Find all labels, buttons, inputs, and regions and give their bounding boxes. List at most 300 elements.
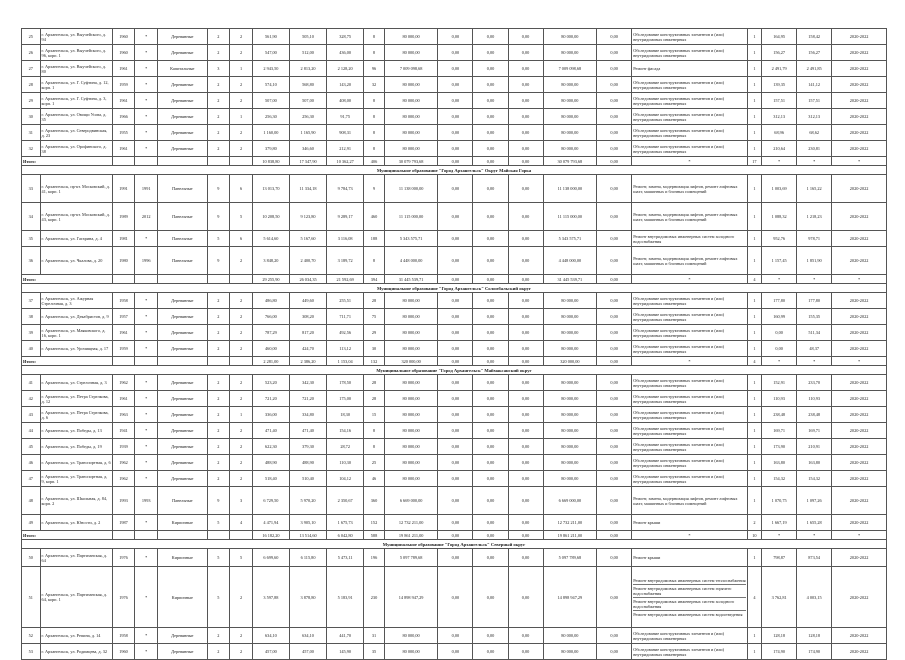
cell-a2: 3 878,80: [289, 567, 326, 628]
total-cell-a1: 16 182,20: [252, 531, 289, 540]
cell-u1: 152,91: [762, 375, 797, 391]
total-row: [22, 531, 887, 540]
cell-t: 1: [747, 29, 761, 45]
cell-ppl: 8: [364, 439, 385, 455]
cell-t: 1: [747, 549, 761, 567]
table-row: [22, 628, 887, 644]
cell-term: 2020-2022: [832, 293, 887, 309]
cell-addr: г. Архангельск, ул. Партизанская, д. 64, корп. 1: [40, 567, 112, 628]
cell-p: 2: [230, 423, 253, 439]
cell-term: 2020-2022: [832, 375, 887, 391]
table-row: [22, 487, 887, 515]
cell-f: 2: [207, 109, 230, 125]
cell-c6: 0,00: [597, 391, 632, 407]
cell-y2: 1996: [135, 247, 158, 275]
cell-c1: 80 000,00: [384, 628, 438, 644]
cell-p: 2: [230, 309, 253, 325]
cell-a1: 3 597,88: [252, 567, 289, 628]
cell-c2: 0,00: [438, 644, 473, 660]
total-cell-c5: 19 861 211,00: [543, 531, 597, 540]
cell-c1: 80 000,00: [384, 423, 438, 439]
total-cell-term: *: [832, 157, 887, 166]
cell-y2: *: [135, 77, 158, 93]
cell-mat: Кирпичные: [158, 567, 207, 628]
total-cell-a1: 2 281,00: [252, 357, 289, 366]
cell-c5: 80 000,00: [543, 325, 597, 341]
total-cell-work: *: [632, 157, 747, 166]
cell-c2: 0,00: [438, 487, 473, 515]
cell-u2: 141,12: [797, 77, 832, 93]
cell-ppl: 8: [364, 141, 385, 157]
cell-f: 2: [207, 309, 230, 325]
cell-c1: 11 138 000,00: [384, 175, 438, 203]
total-row: [22, 357, 887, 366]
cell-t: 4: [747, 567, 761, 628]
table-row: [22, 375, 887, 391]
cell-c2: 0,00: [438, 247, 473, 275]
cell-work: Обследование конструктивных элементов и (или) внутридомовых инженерных: [632, 45, 747, 61]
cell-term: 2020-2022: [832, 93, 887, 109]
cell-a3: 3 116,08: [327, 231, 364, 247]
cell-c1: 80 000,00: [384, 77, 438, 93]
cell-c3: 0,00: [473, 375, 508, 391]
cell-y2: *: [135, 391, 158, 407]
cell-n: 40: [22, 341, 41, 357]
cell-y: 1961: [112, 141, 135, 157]
cell-c6: 0,00: [597, 61, 632, 77]
cell-mat: Деревянные: [158, 325, 207, 341]
cell-addr: г. Архангельск, ул. Репина, д. 14: [40, 628, 112, 644]
cell-c3: 0,00: [473, 309, 508, 325]
cell-y2: *: [135, 293, 158, 309]
cell-u1: 2 491,79: [762, 61, 797, 77]
cell-work: Обследование конструктивных элементов и (или) внутридомовых инженерных: [632, 325, 747, 341]
cell-y2: 1991: [135, 175, 158, 203]
table-row: [22, 231, 887, 247]
total-empty-cell: [135, 357, 158, 366]
cell-a1: 766,00: [252, 309, 289, 325]
cell-t: 1: [747, 309, 761, 325]
section-header-row: [22, 366, 887, 375]
section-header-row: [22, 284, 887, 293]
cell-c4: 0,00: [508, 293, 543, 309]
cell-y2: *: [135, 341, 158, 357]
cell-c3: 0,00: [473, 231, 508, 247]
cell-u2: 312,13: [797, 109, 832, 125]
cell-c3: 0,00: [473, 141, 508, 157]
cell-y2: *: [135, 309, 158, 325]
cell-work: Обследование конструктивных элементов и (или) внутридомовых инженерных: [632, 471, 747, 487]
cell-c6: 0,00: [597, 309, 632, 325]
cell-u2: 238,48: [797, 407, 832, 423]
cell-addr: г. Архангельск, ул. Выучейского, д. 96, корп. 1: [40, 45, 112, 61]
cell-u2: 157,51: [797, 93, 832, 109]
total-cell-term: *: [832, 357, 887, 366]
cell-c4: 0,00: [508, 644, 543, 660]
cell-f: 9: [207, 247, 230, 275]
cell-addr: г. Архангельск, ул. Школьная, д. 84, корп. 2: [40, 487, 112, 515]
total-empty-cell: [158, 275, 207, 284]
cell-y: 1962: [112, 471, 135, 487]
cell-a1: 5 614,60: [252, 231, 289, 247]
total-cell-ppl: 132: [364, 357, 385, 366]
cell-n: 46: [22, 455, 41, 471]
total-cell-c3: 0,00: [473, 157, 508, 166]
cell-c3: 0,00: [473, 61, 508, 77]
total-cell-ppl: 406: [364, 157, 385, 166]
cell-a1: 486,80: [252, 293, 289, 309]
cell-a3: 492,56: [327, 325, 364, 341]
cell-a2: 308,20: [289, 309, 326, 325]
cell-a3: 18,30: [327, 407, 364, 423]
cell-n: 50: [22, 549, 41, 567]
total-empty-cell: [230, 275, 253, 284]
cell-t: 1: [747, 439, 761, 455]
cell-c5: 80 000,00: [543, 293, 597, 309]
cell-work: Обследование конструктивных элементов и (или) внутридомовых инженерных: [632, 391, 747, 407]
table-row: [22, 29, 887, 45]
cell-p: 2: [230, 293, 253, 309]
cell-mat: Деревянные: [158, 125, 207, 141]
cell-term: 2020-2022: [832, 407, 887, 423]
cell-c5: 11 138 000,00: [543, 175, 597, 203]
cell-u1: 128,18: [762, 628, 797, 644]
cell-a3: 328,75: [327, 29, 364, 45]
cell-mat: Панельные: [158, 247, 207, 275]
total-cell-c1: 31 445 539,71: [384, 275, 438, 284]
section-header-row: [22, 166, 887, 175]
table-row: [22, 141, 887, 157]
cell-c4: 0,00: [508, 77, 543, 93]
cell-c5: 80 000,00: [543, 45, 597, 61]
cell-y: 1961: [112, 325, 135, 341]
cell-u1: 163,80: [762, 455, 797, 471]
cell-p: 4: [230, 515, 253, 531]
cell-y: 1987: [112, 515, 135, 531]
cell-term: 2020-2022: [832, 341, 887, 357]
cell-u1: 0,00: [762, 341, 797, 357]
cell-n: 35: [22, 231, 41, 247]
cell-y: 1976: [112, 549, 135, 567]
cell-ppl: 35: [364, 644, 385, 660]
cell-a1: 634,10: [252, 628, 289, 644]
total-cell-c4: 0,00: [508, 157, 543, 166]
cell-work: Обследование конструктивных элементов и (или) внутридомовых инженерных: [632, 455, 747, 471]
cell-a1: 547,00: [252, 45, 289, 61]
cell-work: [632, 567, 747, 628]
cell-a2: 512,00: [289, 45, 326, 61]
cell-a2: 1 165,90: [289, 125, 326, 141]
total-empty-cell: [112, 357, 135, 366]
cell-a2: 424,70: [289, 341, 326, 357]
cell-mat: Деревянные: [158, 45, 207, 61]
cell-c5: 7 009 098,68: [543, 61, 597, 77]
section-header-row: [22, 540, 887, 549]
cell-c4: 0,00: [508, 93, 543, 109]
section-title: Муниципальное образование "Город Архангельск" Соломбальский округ: [22, 284, 887, 293]
cell-addr: г. Архангельск, ул. Стрелочная, д. 3: [40, 375, 112, 391]
cell-mat: Деревянные: [158, 109, 207, 125]
cell-c2: 0,00: [438, 293, 473, 309]
cell-a3: 9 289,17: [327, 203, 364, 231]
cell-a3: 408,00: [327, 93, 364, 109]
cell-p: 1: [230, 109, 253, 125]
cell-p: 6: [230, 175, 253, 203]
total-cell-c2: 0,00: [438, 357, 473, 366]
cell-c4: 0,00: [508, 45, 543, 61]
cell-ppl: 32: [364, 77, 385, 93]
cell-c5: 5 343 575,71: [543, 231, 597, 247]
cell-c5: 80 000,00: [543, 141, 597, 157]
cell-y2: *: [135, 61, 158, 77]
cell-c6: 0,00: [597, 455, 632, 471]
cell-f: 2: [207, 293, 230, 309]
cell-ppl: 15: [364, 407, 385, 423]
table-row: [22, 77, 887, 93]
cell-work: Ремонт фасада: [632, 61, 747, 77]
cell-c3: 0,00: [473, 549, 508, 567]
cell-a1: 721,20: [252, 391, 289, 407]
cell-c6: 0,00: [597, 293, 632, 309]
cell-f: 9: [207, 175, 230, 203]
cell-c4: 0,00: [508, 471, 543, 487]
cell-a1: 6 699,60: [252, 549, 289, 567]
cell-a3: 2 128,20: [327, 61, 364, 77]
cell-work: Обследование конструктивных элементов и (или) внутридомовых инженерных: [632, 375, 747, 391]
cell-n: 29: [22, 93, 41, 109]
total-cell-u2: *: [797, 531, 832, 540]
cell-u1: 164,95: [762, 29, 797, 45]
table-row: [22, 515, 887, 531]
total-cell-term: *: [832, 275, 887, 284]
cell-ppl: 9: [364, 175, 385, 203]
cell-c1: 5 343 575,71: [384, 231, 438, 247]
cell-c6: 0,00: [597, 141, 632, 157]
cell-work: Ремонт крыши: [632, 515, 747, 531]
total-cell-u1: *: [762, 357, 797, 366]
cell-term: 2020-2022: [832, 455, 887, 471]
cell-f: 5: [207, 231, 230, 247]
total-cell-u1: *: [762, 275, 797, 284]
total-empty-cell: [112, 531, 135, 540]
total-cell-work: *: [632, 357, 747, 366]
cell-ppl: 8: [364, 93, 385, 109]
cell-c1: 80 000,00: [384, 391, 438, 407]
cell-c4: 0,00: [508, 515, 543, 531]
cell-c6: 0,00: [597, 325, 632, 341]
cell-addr: г. Архангельск, ул. Родимцева, д. 32: [40, 644, 112, 660]
table-row: [22, 293, 887, 309]
cell-y: 1991: [112, 175, 135, 203]
cell-mat: Деревянные: [158, 455, 207, 471]
cell-c5: 80 000,00: [543, 341, 597, 357]
cell-c4: 0,00: [508, 439, 543, 455]
cell-y2: *: [135, 29, 158, 45]
cell-u2: 4 003,15: [797, 567, 832, 628]
cell-y2: *: [135, 644, 158, 660]
cell-c5: 12 732 211,00: [543, 515, 597, 531]
cell-work: Обследование конструктивных элементов и (или) внутридомовых инженерных: [632, 407, 747, 423]
cell-c4: 0,00: [508, 341, 543, 357]
cell-ppl: 75: [364, 309, 385, 325]
total-cell-c5: 30 079 793,68: [543, 157, 597, 166]
cell-work: Обследование конструктивных элементов и (или) внутридомовых инженерных: [632, 628, 747, 644]
cell-c1: 80 000,00: [384, 644, 438, 660]
cell-y: 1976: [112, 567, 135, 628]
cell-f: 2: [207, 93, 230, 109]
cell-a2: 256,30: [289, 109, 326, 125]
cell-a2: 507,00: [289, 93, 326, 109]
cell-term: 2020-2022: [832, 61, 887, 77]
cell-u2: 169,71: [797, 423, 832, 439]
cell-n: 42: [22, 391, 41, 407]
cell-y: 1957: [112, 309, 135, 325]
cell-work: Ремонт, замена, модернизация лифтов, ремонт лифтовых шахт, машинных и блочных помещений: [632, 247, 747, 275]
cell-c6: 0,00: [597, 628, 632, 644]
cell-u1: 0,00: [762, 325, 797, 341]
cell-n: 53: [22, 644, 41, 660]
cell-a1: 561,90: [252, 29, 289, 45]
cell-a3: 28,72: [327, 439, 364, 455]
cell-f: 5: [207, 549, 230, 567]
cell-a1: 10 208,50: [252, 203, 289, 231]
cell-c2: 0,00: [438, 175, 473, 203]
total-empty-cell: [135, 531, 158, 540]
total-empty-cell: [135, 157, 158, 166]
cell-p: 2: [230, 77, 253, 93]
cell-u1: 1 667,19: [762, 515, 797, 531]
total-empty-cell: [207, 357, 230, 366]
cell-y: 1963: [112, 407, 135, 423]
cell-c2: 0,00: [438, 203, 473, 231]
cell-u1: 154,32: [762, 471, 797, 487]
total-cell-t: 4: [747, 357, 761, 366]
cell-n: 31: [22, 125, 41, 141]
cell-mat: Деревянные: [158, 471, 207, 487]
cell-c3: 0,00: [473, 325, 508, 341]
cell-p: 2: [230, 567, 253, 628]
cell-c3: 0,00: [473, 247, 508, 275]
cell-addr: г. Архангельск, ул. Ажурная Стрелочная, д. 3: [40, 293, 112, 309]
cell-n: 36: [22, 247, 41, 275]
cell-a1: 379,80: [252, 141, 289, 157]
cell-y: 1993: [112, 487, 135, 515]
cell-work: Обследование конструктивных элементов и (или) внутридомовых инженерных: [632, 439, 747, 455]
cell-c4: 0,00: [508, 141, 543, 157]
cell-t: 1: [747, 125, 761, 141]
cell-u2: 174,90: [797, 644, 832, 660]
total-empty-cell: [230, 531, 253, 540]
total-row: [22, 157, 887, 166]
cell-f: 5: [207, 515, 230, 531]
cell-addr: г. Архангельск, ул. Урочищная, д. 17: [40, 341, 112, 357]
total-cell-term: *: [832, 531, 887, 540]
cell-c5: 80 000,00: [543, 644, 597, 660]
cell-y: 1939: [112, 439, 135, 455]
cell-f: 2: [207, 45, 230, 61]
cell-c3: 0,00: [473, 423, 508, 439]
total-cell-c4: 0,00: [508, 357, 543, 366]
cell-c1: 14 898 947,29: [384, 567, 438, 628]
cell-addr: г. Архангельск, ул. Г. Суфтина, д. 3, корп. 1: [40, 93, 112, 109]
cell-term: 2020-2022: [832, 515, 887, 531]
cell-work: Обследование конструктивных элементов и (или) внутридомовых инженерных: [632, 423, 747, 439]
cell-t: 1: [747, 423, 761, 439]
cell-a3: 5 183,91: [327, 567, 364, 628]
cell-a2: 2 813,20: [289, 61, 326, 77]
cell-c5: 80 000,00: [543, 29, 597, 45]
cell-ppl: 8: [364, 125, 385, 141]
cell-c5: 14 898 947,29: [543, 567, 597, 628]
cell-ppl: 188: [364, 231, 385, 247]
cell-a3: 436,00: [327, 45, 364, 61]
cell-c2: 0,00: [438, 341, 473, 357]
cell-c4: 0,00: [508, 487, 543, 515]
total-cell-c4: 0,00: [508, 531, 543, 540]
cell-t: 2: [747, 515, 761, 531]
cell-f: 2: [207, 455, 230, 471]
cell-term: 2020-2022: [832, 325, 887, 341]
cell-u1: 173,90: [762, 439, 797, 455]
cell-t: 1: [747, 471, 761, 487]
cell-work: Обследование конструктивных элементов и (или) внутридомовых инженерных: [632, 644, 747, 660]
cell-a2: 471,40: [289, 423, 326, 439]
cell-c2: 0,00: [438, 471, 473, 487]
cell-t: 1: [747, 325, 761, 341]
cell-f: 2: [207, 439, 230, 455]
cell-u1: 312,13: [762, 109, 797, 125]
cell-work: Обследование конструктивных элементов и (или) внутридомовых инженерных: [632, 109, 747, 125]
cell-u1: 3 762,81: [762, 567, 797, 628]
cell-work: Обследование конструктивных элементов и (или) внутридомовых инженерных: [632, 341, 747, 357]
cell-t: 1: [747, 455, 761, 471]
cell-t: 1: [747, 487, 761, 515]
cell-y: 1989: [112, 203, 135, 231]
total-cell-c6: 0,00: [597, 357, 632, 366]
cell-mat: Деревянные: [158, 293, 207, 309]
cell-c5: 80 000,00: [543, 125, 597, 141]
total-cell-a3: 1 153,04: [327, 357, 364, 366]
cell-a2: 5 970,20: [289, 487, 326, 515]
cell-mat: Деревянные: [158, 375, 207, 391]
cell-a1: 3 848,20: [252, 247, 289, 275]
cell-a2: 457,00: [289, 644, 326, 660]
table-row: [22, 325, 887, 341]
cell-n: 45: [22, 439, 41, 455]
cell-addr: г. Архангельск, ул. Выучейского, д. 80: [40, 61, 112, 77]
cell-mat: Деревянные: [158, 407, 207, 423]
cell-y: 1966: [112, 109, 135, 125]
cell-addr: г. Архангельск, ул. Овощи Усова, д. 35: [40, 109, 112, 125]
cell-c1: 80 000,00: [384, 109, 438, 125]
cell-p: 2: [230, 247, 253, 275]
cell-u1: 1 088,32: [762, 203, 797, 231]
total-cell-ppl: 588: [364, 531, 385, 540]
total-empty-cell: [158, 157, 207, 166]
cell-c5: 80 000,00: [543, 391, 597, 407]
cell-a2: 449,60: [289, 293, 326, 309]
cell-c4: 0,00: [508, 375, 543, 391]
cell-term: 2020-2022: [832, 309, 887, 325]
cell-u2: 511,34: [797, 325, 832, 341]
cell-u1: 1 003,69: [762, 175, 797, 203]
cell-a3: 113,12: [327, 341, 364, 357]
cell-c4: 0,00: [508, 125, 543, 141]
cell-mat: Деревянные: [158, 423, 207, 439]
table-row: [22, 455, 887, 471]
cell-n: 52: [22, 628, 41, 644]
cell-u1: 177,80: [762, 293, 797, 309]
